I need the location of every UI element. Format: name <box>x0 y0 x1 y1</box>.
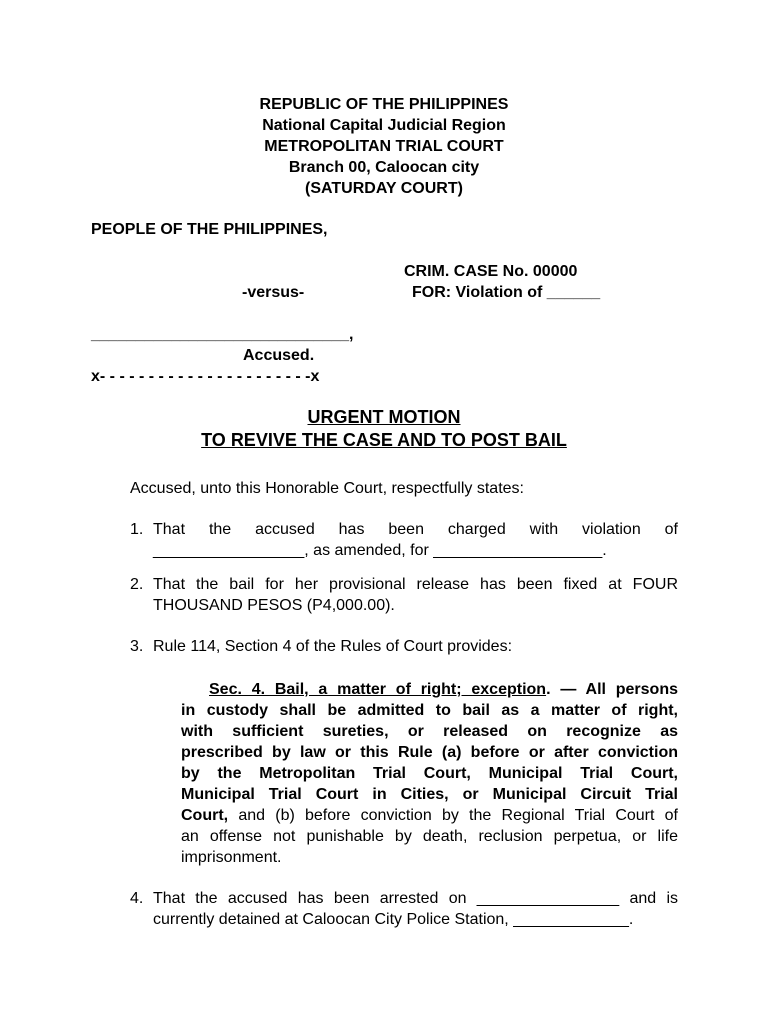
item-2-line-1: That the bail for her provisional release has been fixed at FOUR <box>153 576 678 593</box>
quote-line-7-court: Court, <box>181 807 229 824</box>
versus: -versus- <box>242 284 305 301</box>
header-line-saturday: (SATURDAY COURT) <box>305 180 463 197</box>
quote-line-5: by the Metropolitan Trial Court, Municipal Trial Court, <box>181 765 678 782</box>
header-line-region: National Capital Judicial Region <box>262 117 506 134</box>
item-number-3: 3. <box>130 638 144 655</box>
case-number: CRIM. CASE No. 00000 <box>404 263 578 280</box>
quote-heading-period: . <box>546 681 551 698</box>
plaintiff: PEOPLE OF THE PHILIPPINES, <box>91 221 328 238</box>
intro-paragraph: Accused, unto this Honorable Court, respectfully states: <box>130 480 524 497</box>
item-1-line-2: _________________, as amended, for ___________________. <box>153 542 607 559</box>
item-number-1: 1. <box>130 521 144 538</box>
motion-title-line2: TO REVIVE THE CASE AND TO POST BAIL <box>201 430 567 450</box>
caption-divider: x- - - - - - - - - - - - - - - - - - - - - -x <box>91 368 320 385</box>
item-number-2: 2. <box>130 576 144 593</box>
quote-line-8: an offense not punishable by death, reclusion perpetua, or life <box>181 828 678 845</box>
quote-line-1-rest: — All persons <box>560 681 678 698</box>
quote-section-heading: Sec. 4. Bail, a matter of right; exception <box>209 681 547 698</box>
court-header <box>0 94 768 199</box>
quote-line-4: prescribed by law or this Rule (a) before or after conviction <box>181 744 678 761</box>
header-line-branch: Branch 00, Caloocan city <box>288 159 480 176</box>
quote-line-6: Municipal Trial Court in Cities, or Municipal Circuit Trial <box>181 786 678 803</box>
quote-line-9: imprisonment. <box>181 849 282 866</box>
item-2-line-2: THOUSAND PESOS (P4,000.00). <box>153 597 395 614</box>
item-4-line-2: currently detained at Caloocan City Police Station, _____________. <box>153 911 634 928</box>
quote-line-2: in custody shall be admitted to bail as a matter of right, <box>181 702 678 719</box>
quote-line-7 <box>181 805 678 826</box>
item-1-line-1: That the accused has been charged with violation of <box>153 521 678 538</box>
accused-label: Accused. <box>243 347 315 364</box>
for-violation: FOR: Violation of ______ <box>412 284 601 301</box>
item-number-4: 4. <box>130 890 144 907</box>
header-line-court: METROPOLITAN TRIAL COURT <box>264 138 504 155</box>
accused-name-blank: _____________________________, <box>91 326 354 343</box>
quote-line-7-rest: and (b) before conviction by the Regional Trial Court of <box>238 807 678 824</box>
item-3-line-1: Rule 114, Section 4 of the Rules of Court provides: <box>153 638 513 655</box>
quote-line-1 <box>181 679 678 700</box>
item-4-line-1: That the accused has been arrested on ________________ and is <box>153 890 678 907</box>
quote-line-3: with sufficient sureties, or released on recognize as <box>181 723 678 740</box>
header-line-republic: REPUBLIC OF THE PHILIPPINES <box>259 96 509 113</box>
motion-title-line1: URGENT MOTION <box>307 407 461 427</box>
